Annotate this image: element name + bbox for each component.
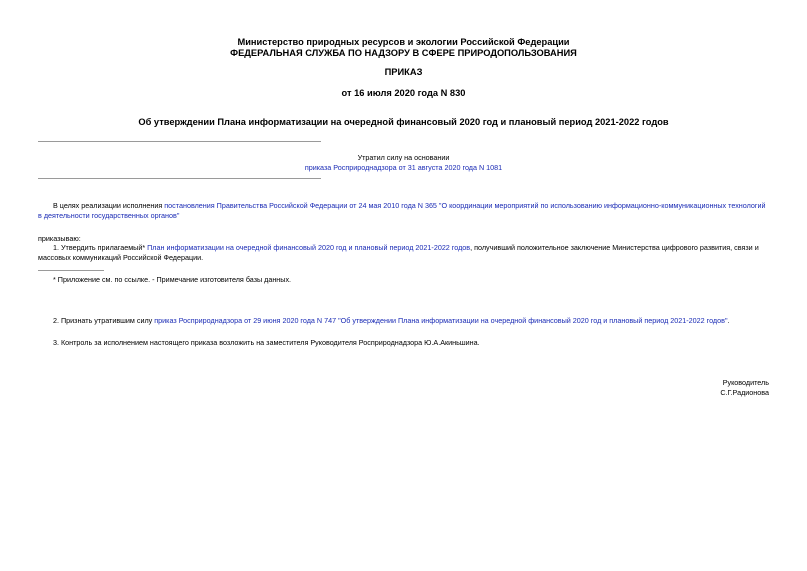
document-date: от 16 июля 2020 года N 830 bbox=[341, 88, 466, 98]
signature-name: С.Г.Радионова bbox=[720, 388, 769, 397]
item-2-suffix: . bbox=[727, 316, 730, 325]
item-3: 3. Контроль за исполнением настоящего приказа возложить на заместителя Руководителя Росприроднадзора Ю.А.Акиньшина. bbox=[53, 338, 480, 347]
status-link[interactable]: приказа Росприроднадзора от 31 августа 2020 года N 1081 bbox=[304, 163, 503, 172]
intro-link[interactable]: постановления Правительства Российской Федерации от 24 мая 2010 года N 365 "О координации мероприятий по использованию информационно-коммуникационных технологий в деятельности государственных органов" bbox=[38, 201, 766, 220]
status-top-rule bbox=[38, 141, 321, 142]
item-2 bbox=[38, 316, 771, 326]
service-name: ФЕДЕРАЛЬНАЯ СЛУЖБА ПО НАДЗОРУ В СФЕРЕ ПРИРОДОПОЛЬЗОВАНИЯ bbox=[230, 48, 577, 58]
item-1-prefix: 1. Утвердить прилагаемый* bbox=[53, 243, 148, 252]
document-type: ПРИКАЗ bbox=[384, 67, 423, 77]
ministry-name: Министерство природных ресурсов и экологии Российской Федерации bbox=[237, 37, 570, 47]
item-2-prefix: 2. Признать утратившим силу bbox=[53, 316, 155, 325]
status-bottom-rule bbox=[38, 178, 321, 179]
status-line: Утратил силу на основании bbox=[357, 153, 450, 162]
document-title: Об утверждении Плана информатизации на очередной финансовый 2020 год и плановый период 2021-2022 годов bbox=[138, 117, 669, 127]
footnote-rule bbox=[38, 270, 104, 271]
order-word: приказываю: bbox=[38, 234, 81, 243]
item-1-suffix: , получивший положительное заключение Министерства цифрового развития, связи и массовых коммуникаций Российской Федерации. bbox=[38, 243, 759, 262]
item-1 bbox=[38, 243, 771, 263]
intro-paragraph bbox=[38, 201, 771, 221]
intro-prefix: В целях реализации исполнения bbox=[53, 201, 165, 210]
item-1-link[interactable]: План информатизации на очередной финансовый 2020 год и плановый период 2021-2022 годов bbox=[147, 243, 471, 252]
footnote: * Приложение см. по ссылке. - Примечание изготовителя базы данных. bbox=[53, 275, 292, 284]
item-2-link[interactable]: приказ Росприроднадзора от 29 июня 2020 года N 747 "Об утверждении Плана информатизации на очередной финансовый 2020 год и плановый период 2021-2022 годов" bbox=[154, 316, 728, 325]
signature-position: Руководитель bbox=[722, 378, 769, 387]
